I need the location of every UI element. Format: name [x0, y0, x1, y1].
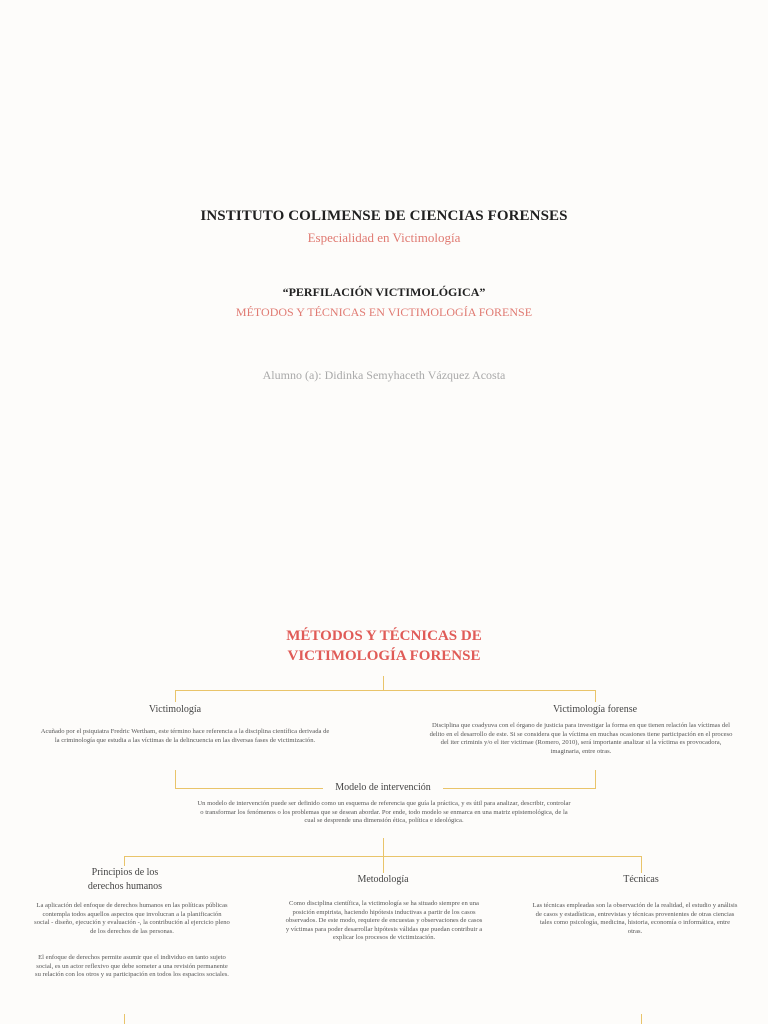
- connector-right-drop: [595, 690, 596, 702]
- node-principios-text-2: El enfoque de derechos permite asumir que el individuo en tanto sujeto social, es un actor reflexivo que debe someter a una revisión permanente su relación con los otros y su participación en todos los espacios sociales.: [35, 954, 229, 979]
- connector-left-drop: [175, 690, 176, 702]
- node-victimologia-text: Acuñado por el psiquiatra Fredric Wertham, este término hace referencia a la disciplina científica derivada de la criminología que estudia a las víctimas de la delincuencia en las diversas fases de victimización.: [40, 728, 330, 744]
- node-tecnicas-text: Las técnicas empleadas son la observación de la realidad, el estudio y análisis de casos y estadísticas, entrevistas y técnicas provenientes de otras ciencias tales como psicología, medicina, historia, economía o informática, entre otras.: [532, 902, 738, 935]
- node-modelo-label: Modelo de intervención: [335, 782, 431, 793]
- specialty-subtitle: Especialidad en Victimología: [307, 230, 461, 245]
- node-principios-text-1: La aplicación del enfoque de derechos humanos en las políticas públicas contempla todos aquellos aspectos que involucran a la planificación social - diseño, ejecución y evaluación -, la contribución al ejercicio pleno de los derechos de las personas.: [34, 902, 230, 935]
- connector-bottom-left-drop: [124, 856, 125, 866]
- connector-left-to-model: [175, 788, 323, 789]
- connector-top-horizontal: [175, 690, 596, 691]
- node-principios-label-line2: derechos humanos: [87, 881, 163, 892]
- work-subtitle: MÉTODOS Y TÉCNICAS EN VICTIMOLOGÍA FORENSE: [235, 305, 533, 319]
- concept-map-title-line2: VICTIMOLOGÍA FORENSE: [287, 648, 481, 664]
- connector-bottom-right-continue: [641, 1014, 642, 1024]
- work-title: “PERFILACIÓN VICTIMOLÓGICA”: [282, 285, 486, 299]
- connector-right-vertical-2: [595, 770, 596, 789]
- node-metodologia-text: Como disciplina científica, la victimología se ha situado siempre en una posición empirista, haciendo hipótesis inductivas a partir de los casos observados. De este modo, requiere de encuestas y observaciones de casos y víctimas para poder desarrollar hipótesis válidas que puedan contribuir a explicar los procesos de victimización.: [285, 900, 483, 942]
- connector-root-vertical: [383, 676, 384, 690]
- connector-model-vertical: [383, 838, 384, 856]
- node-victimologia-label: Victimología: [148, 704, 202, 715]
- connector-right-to-model: [443, 788, 596, 789]
- node-victimologia-forense-text: Disciplina que coadyuva con el órgano de justicia para investigar la forma en que tienen relación las víctimas del delito en el desarrollo de este. Si se considera que la víctima en muchas ocasiones tiene participación en el proceso del iter criminis y/o el iter victimae (Romero, 2010), será importante analizar si la víctima es provocadora, imaginaria, entre otras.: [429, 722, 733, 755]
- connector-left-vertical-2: [175, 770, 176, 789]
- node-metodologia-label: Metodología: [357, 874, 409, 885]
- institution-title: INSTITUTO COLIMENSE DE CIENCIAS FORENSES: [200, 208, 568, 224]
- node-principios-label: [70, 866, 180, 894]
- connector-bottom-middle-drop: [383, 856, 384, 873]
- node-victimologia-forense-label: Victimología forense: [552, 704, 638, 715]
- connector-bottom-right-drop: [641, 856, 642, 873]
- node-modelo-text: Un modelo de intervención puede ser definido como un esquema de referencia que guía la práctica, y es útil para analizar, describir, controlar o transformar los fenómenos o los problemas que se desean abordar. Por ende, todo modelo se enmarca en una matriz epistemológica, de la cual se desprende una dimensión ética, política e ideológica.: [197, 800, 571, 825]
- concept-map-title-line1: MÉTODOS Y TÉCNICAS DE: [286, 628, 482, 644]
- connector-bottom-left-continue: [124, 1014, 125, 1024]
- node-tecnicas-label: Técnicas: [623, 874, 659, 885]
- concept-map-title: [234, 626, 534, 666]
- node-principios-label-line1: Principios de los: [91, 867, 159, 878]
- student-name: Alumno (a): Didinka Semyhaceth Vázquez Acosta: [262, 368, 506, 382]
